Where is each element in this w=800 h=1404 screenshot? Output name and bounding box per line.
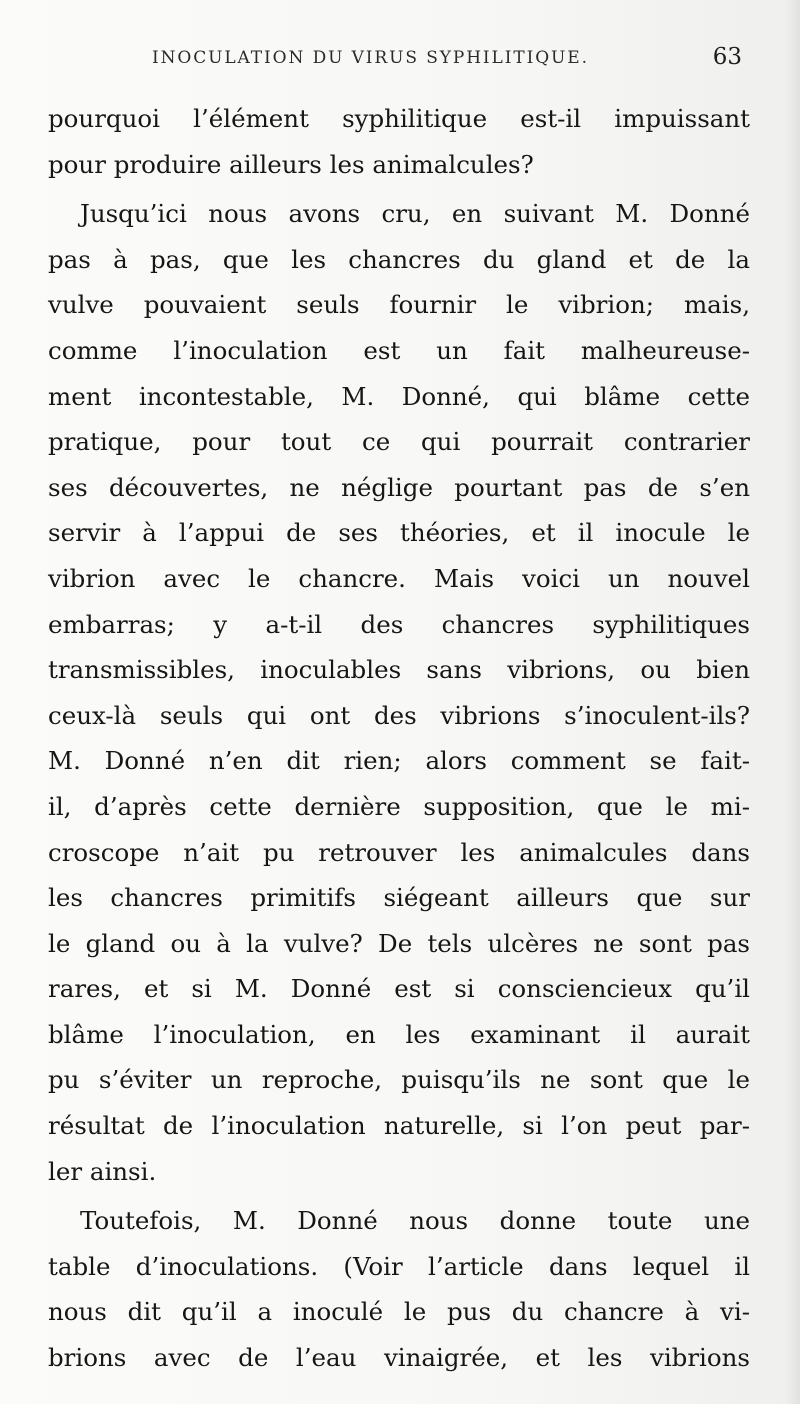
paragraph — [48, 1198, 750, 1380]
text-line: brions avec de l’eau vinaigrée, et les vibrions — [48, 1343, 750, 1373]
body-text — [48, 96, 750, 1381]
text-line: embarras; y a-t-il des chancres syphilitiques — [48, 609, 750, 639]
text-line: ses découvertes, ne néglige pourtant pas de s’en — [48, 472, 750, 502]
running-title: INOCULATION DU VIRUS SYPHILITIQUE. — [152, 48, 589, 68]
text-line: ment incontestable, M. Donné, qui blâme cette — [48, 381, 750, 411]
text-line: pu s’éviter un reproche, puisqu’ils ne sont que le — [48, 1065, 750, 1095]
text-line: ceux-là seuls qui ont des vibrions s’inoculent-ils? — [48, 700, 750, 730]
text-line: pratique, pour tout ce qui pourrait contrarier — [48, 427, 750, 457]
page-edge-shadow — [786, 0, 800, 1404]
text-line: rares, et si M. Donné est si consciencieux qu’il — [48, 974, 750, 1004]
text-line: ler ainsi. — [48, 1156, 157, 1186]
text-line: croscope n’ait pu retrouver les animalcules dans — [48, 837, 750, 867]
text-line: blâme l’inoculation, en les examinant il aurait — [48, 1019, 750, 1049]
text-line: comme l’inoculation est un fait malheureuse- — [48, 335, 750, 365]
text-line: résultat de l’inoculation naturelle, si l’on peut par- — [48, 1111, 750, 1141]
text-line: vibrion avec le chancre. Mais voici un nouvel — [48, 563, 750, 593]
paragraph — [48, 191, 750, 1194]
page-number: 63 — [712, 44, 742, 70]
text-line: pour produire ailleurs les animalcules? — [48, 149, 534, 179]
text-line: Jusqu’ici nous avons cru, en suivant M. Donné — [80, 199, 750, 229]
text-line: servir à l’appui de ses théories, et il inocule le — [48, 518, 750, 548]
paragraph — [48, 96, 750, 187]
text-line: le gland ou à la vulve? De tels ulcères ne sont pas — [48, 928, 750, 958]
text-line: pourquoi l’élément syphilitique est-il impuissant — [48, 104, 750, 133]
text-line: nous dit qu’il a inoculé le pus du chancre à vi- — [48, 1297, 750, 1327]
text-line: transmissibles, inoculables sans vibrions, ou bien — [48, 655, 750, 685]
text-line: table d’inoculations. (Voir l’article dans lequel il — [48, 1251, 750, 1281]
running-head — [152, 44, 742, 74]
text-line: Toutefois, M. Donné nous donne toute une — [80, 1206, 750, 1236]
text-line: il, d’après cette dernière supposition, que le mi- — [48, 791, 750, 821]
text-line: vulve pouvaient seuls fournir le vibrion; mais, — [48, 290, 750, 320]
text-line: les chancres primitifs siégeant ailleurs que sur — [48, 883, 750, 913]
text-line: M. Donné n’en dit rien; alors comment se fait- — [48, 746, 750, 776]
text-line: pas à pas, que les chancres du gland et de la — [48, 244, 750, 274]
